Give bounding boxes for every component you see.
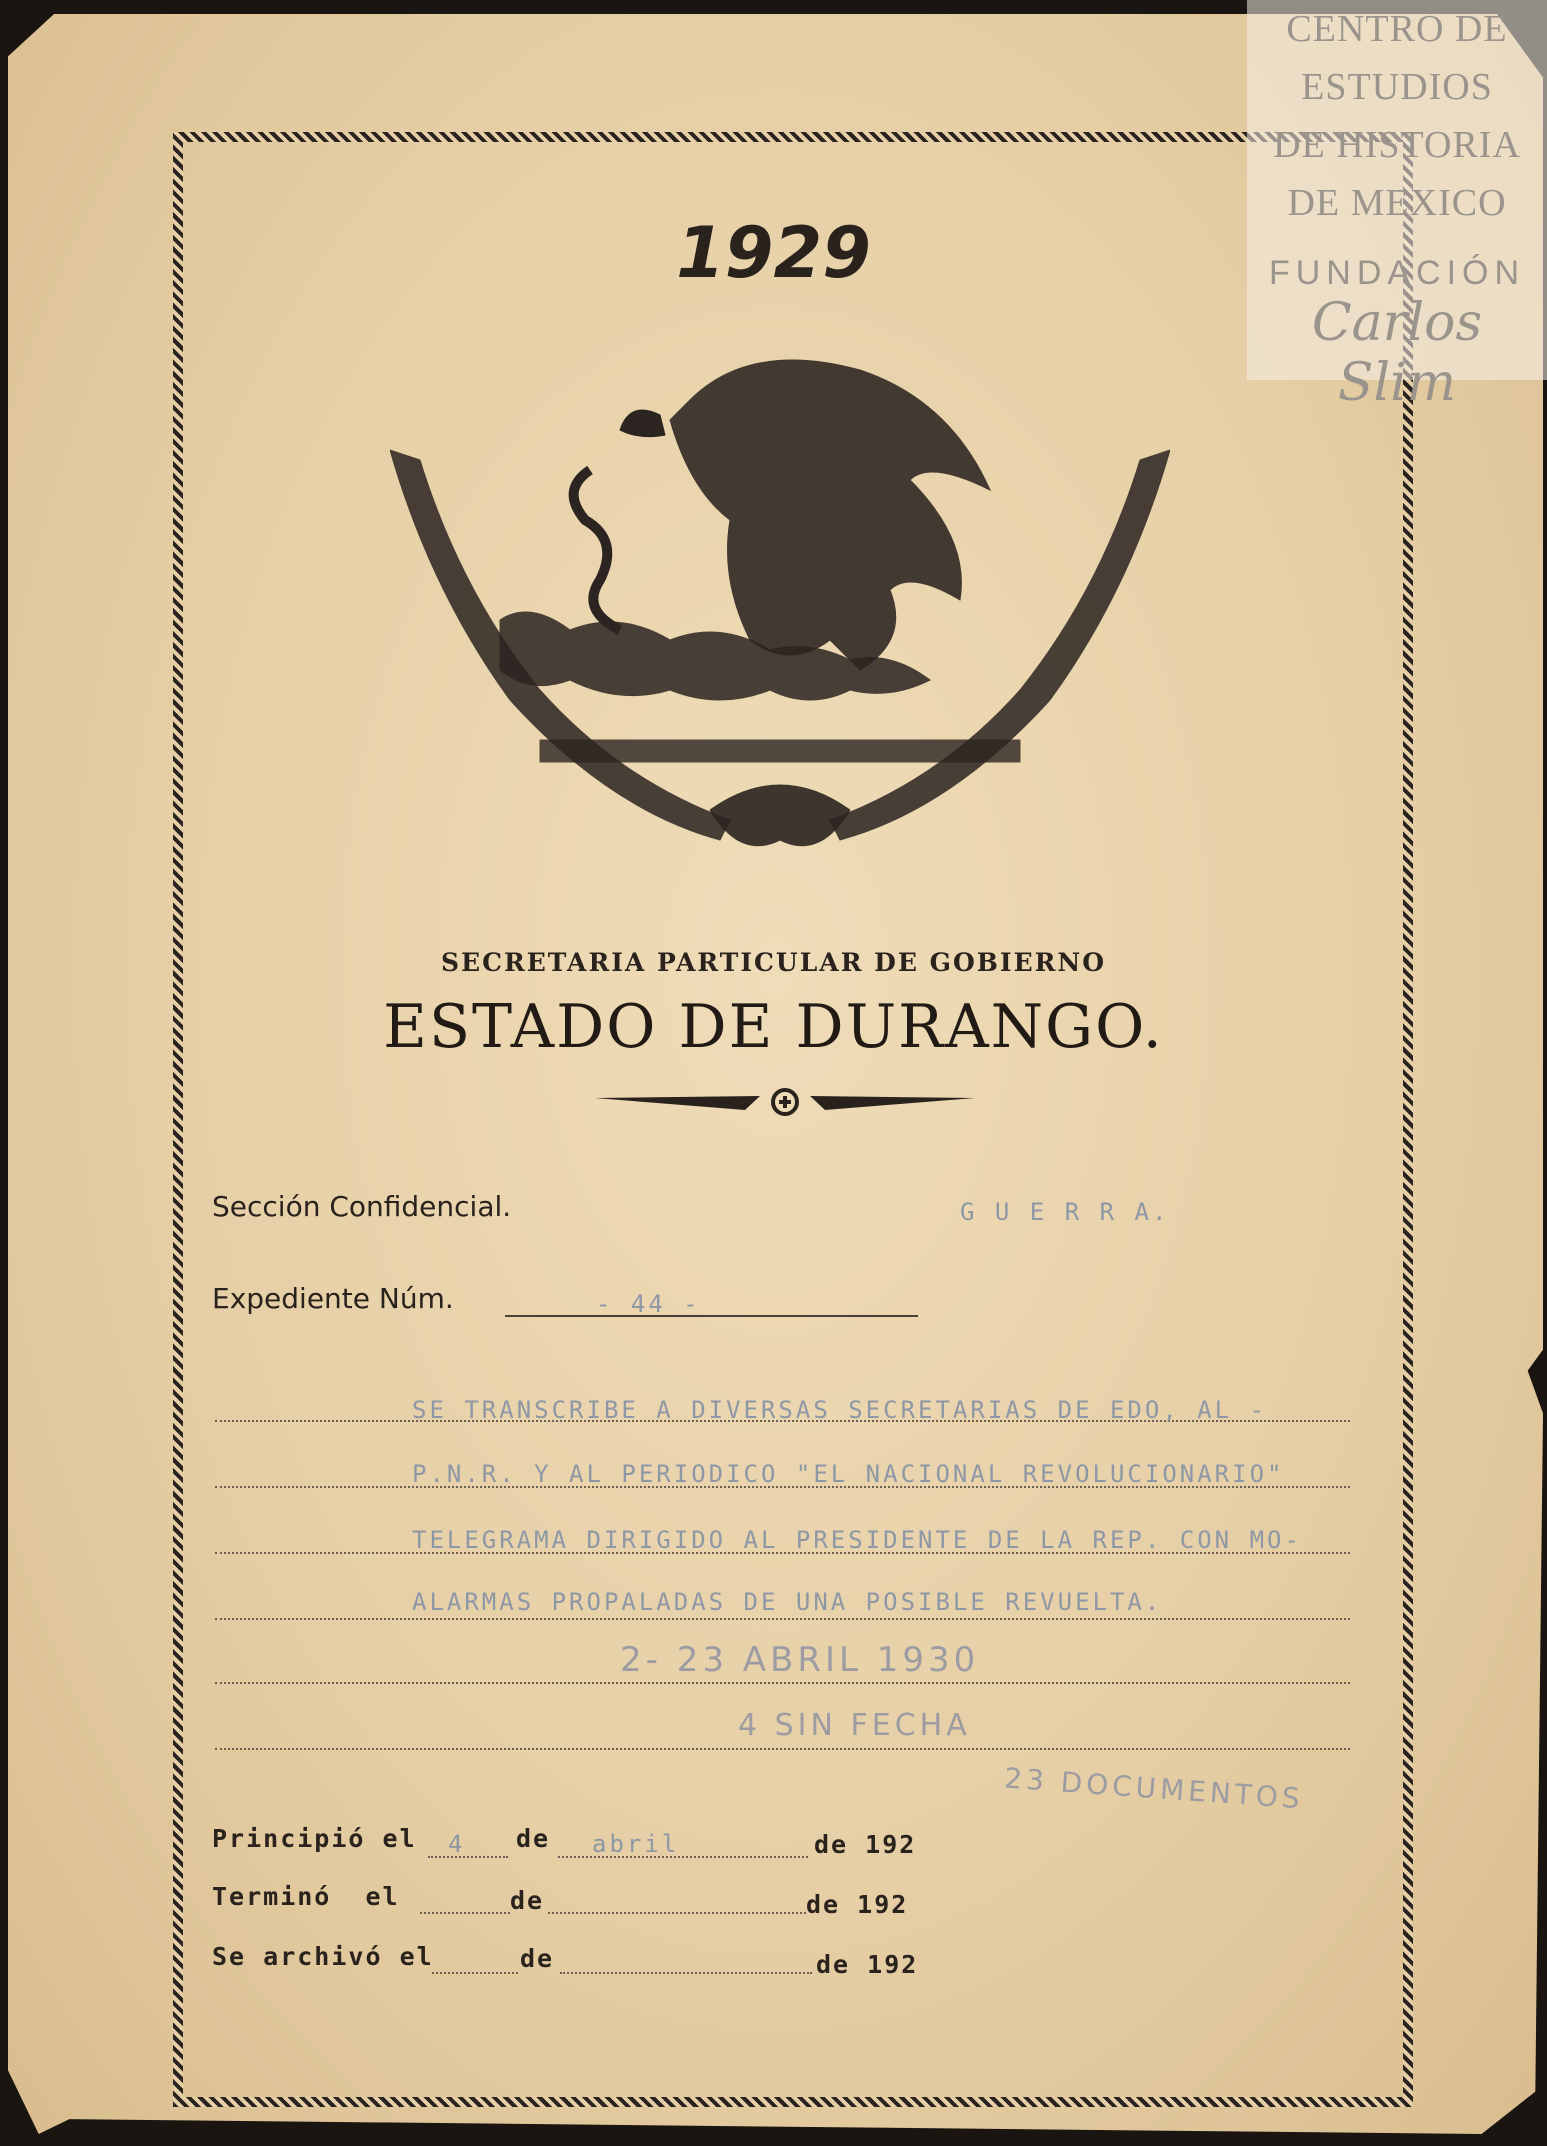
flourish-ornament-icon	[595, 1082, 975, 1118]
watermark-line: DE MEXICO	[1287, 182, 1507, 224]
document-year: 1929	[676, 212, 871, 294]
archivo-de: de	[520, 1944, 555, 1973]
description-rule	[215, 1682, 1350, 1684]
archivo-label: Se archivó el	[212, 1942, 434, 1971]
date-rule	[428, 1856, 508, 1858]
description-line: P.N.R. Y AL PERIODICO "EL NACIONAL REVOLUCIONARIO"	[412, 1460, 1285, 1488]
expediente-value: - 44 -	[596, 1290, 701, 1318]
watermark-line: ESTUDIOS	[1301, 66, 1493, 108]
date-rule	[432, 1972, 518, 1974]
description-rule	[215, 1618, 1350, 1620]
expediente-label: Expediente Núm.	[212, 1282, 454, 1315]
principio-de: de	[516, 1824, 551, 1853]
watermark-signature: Carlos Slim	[1311, 293, 1483, 413]
description-line: SE TRANSCRIBE A DIVERSAS SECRETARIAS DE EDO, AL -	[412, 1396, 1268, 1424]
watermark-line: DE HISTORIA	[1273, 124, 1521, 166]
description-line: ALARMAS PROPALADAS DE UNA POSIBLE REVUELTA.	[412, 1588, 1163, 1616]
principio-label: Principió el	[212, 1824, 417, 1853]
principio-day: 4	[448, 1830, 466, 1858]
watermark-line: CENTRO DE	[1286, 8, 1508, 50]
date-rule	[548, 1912, 806, 1914]
archivo-year: de 192	[816, 1950, 919, 1979]
date-rule	[420, 1912, 510, 1914]
principio-year: de 192	[814, 1830, 917, 1859]
description-rule	[215, 1748, 1350, 1750]
expediente-underline	[505, 1315, 918, 1317]
date-rule	[560, 1972, 812, 1974]
handwritten-sin-fecha: 4 SIN FECHA	[738, 1708, 971, 1743]
archive-watermark	[1247, 0, 1547, 413]
watermark-foundation: FUNDACIÓN	[1268, 254, 1526, 292]
handwritten-dates: 2- 23 ABRIL 1930	[620, 1640, 980, 1680]
eagle-coat-of-arms-icon	[390, 340, 1170, 900]
description-line: TELEGRAMA DIRIGIDO AL PRESIDENTE DE LA REP. CON MO-	[412, 1526, 1302, 1554]
seccion-label: Sección Confidencial.	[212, 1190, 512, 1223]
termino-label: Terminó el	[212, 1882, 400, 1911]
termino-de: de	[510, 1886, 545, 1915]
seccion-value: G U E R R A.	[960, 1198, 1170, 1226]
page-title: ESTADO DE DURANGO.	[383, 992, 1164, 1062]
office-subtitle: SECRETARIA PARTICULAR DE GOBIERNO	[440, 948, 1107, 977]
termino-year: de 192	[806, 1890, 909, 1919]
handwritten-document-count: 23 DOCUMENTOS	[1003, 1761, 1305, 1816]
principio-month: abril	[592, 1830, 680, 1858]
